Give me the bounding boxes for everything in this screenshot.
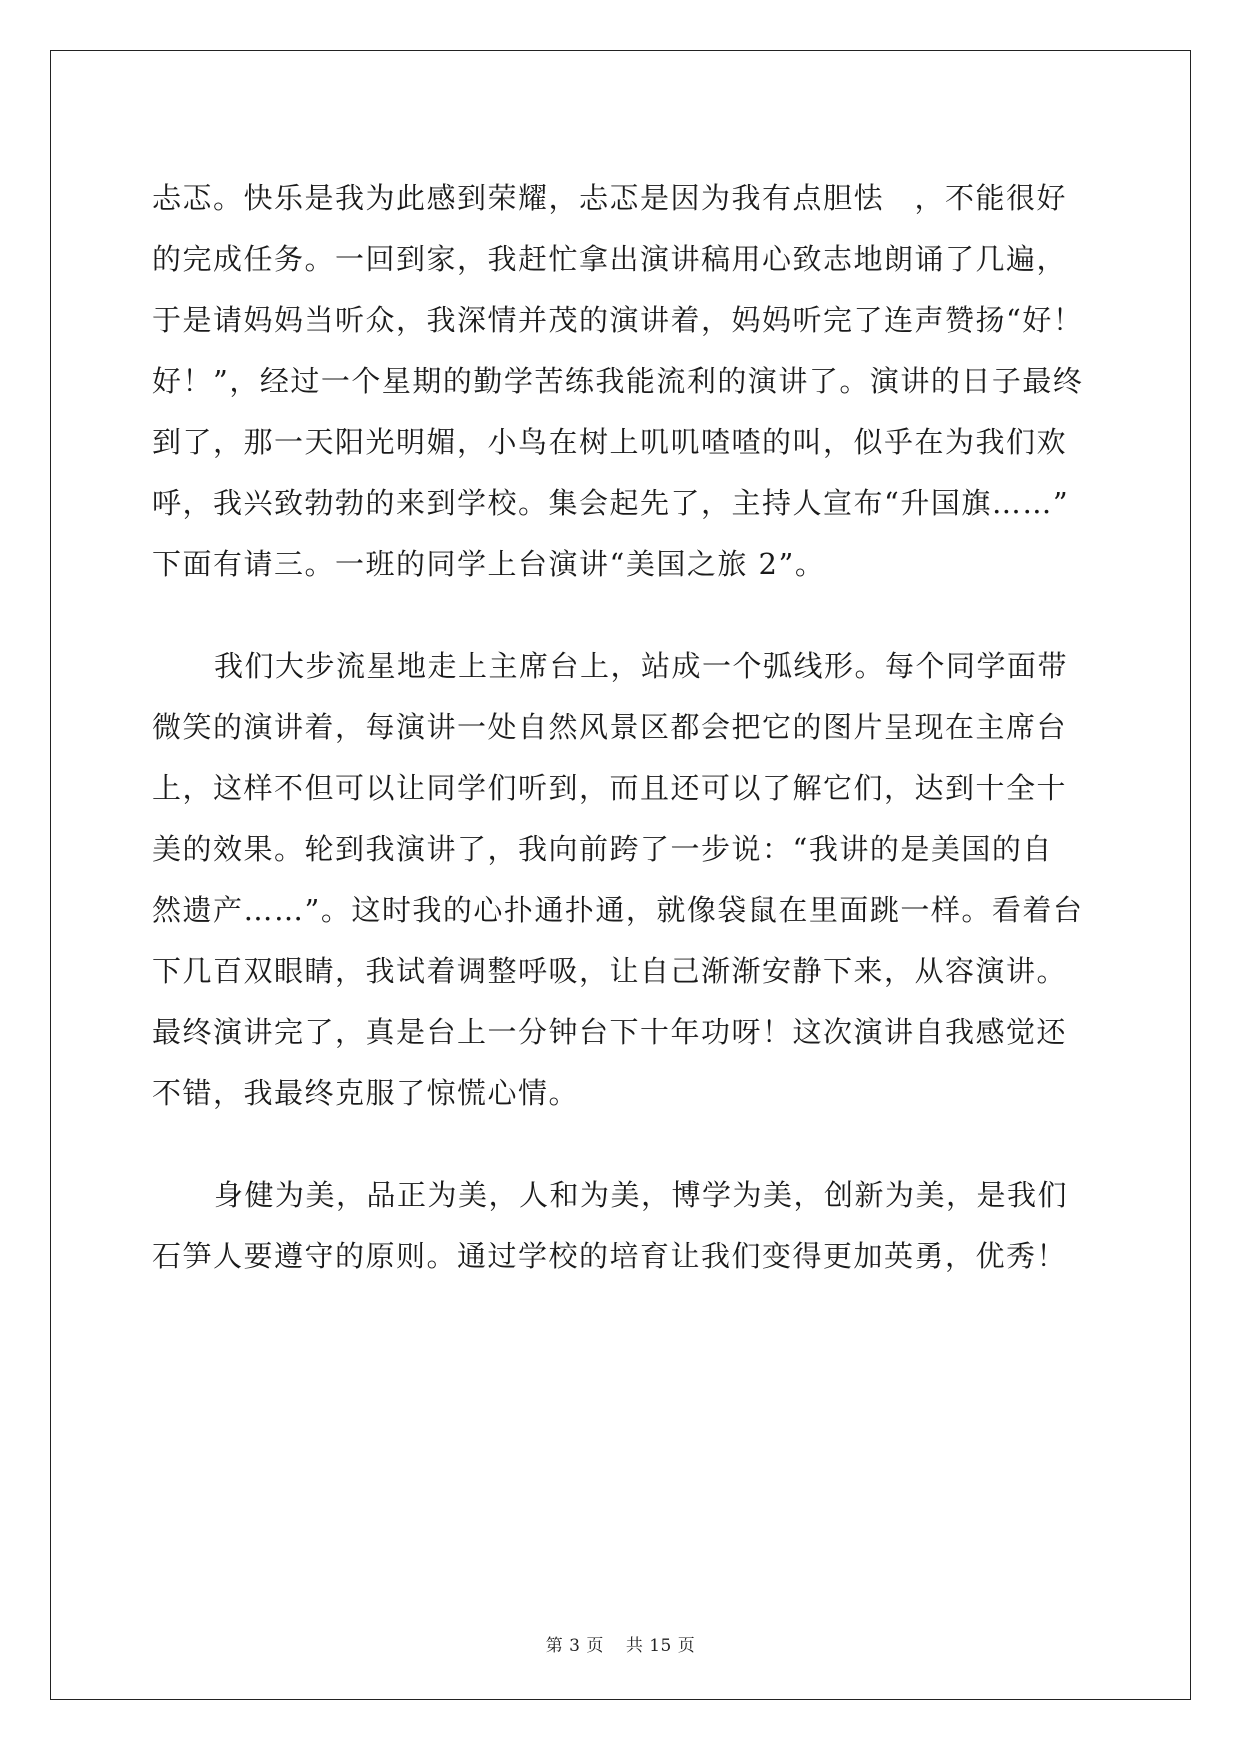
document-body [152, 168, 1102, 1287]
text-line: 微笑的演讲着，每演讲一处自然风景区都会把它的图片呈现在主席台 [152, 710, 1068, 744]
text-line: 美的效果。轮到我演讲了，我向前跨了一步说：“我讲的是美国的自 [152, 832, 1053, 866]
paragraph-spacer [152, 595, 1102, 636]
page-footer [0, 1631, 1241, 1656]
paragraph-spacer [152, 1124, 1102, 1165]
text-line: 于是请妈妈当听众，我深情并茂的演讲着，妈妈听完了连声赞扬“好！ [152, 303, 1084, 337]
text-line: 最终演讲完了，真是台上一分钟台下十年功呀！这次演讲自我感觉还 [152, 1015, 1068, 1049]
paragraph [152, 168, 1102, 595]
text-line: 忐忑。快乐是我为此感到荣耀，忐忑是因为我有点胆怯 ，不能很好 [152, 181, 1068, 215]
text-line: 上，这样不但可以让同学们听到，而且还可以了解它们，达到十全十 [152, 771, 1068, 805]
paragraph [152, 1165, 1102, 1287]
text-line: 呼，我兴致勃勃的来到学校。集会起先了，主持人宣布“升国旗……” [152, 486, 1070, 520]
text-line: 身健为美，品正为美，人和为美，博学为美，创新为美，是我们 [214, 1178, 1069, 1212]
text-line: 石笋人要遵守的原则。通过学校的培育让我们变得更加英勇，优秀！ [152, 1239, 1068, 1273]
text-line: 好！”，经过一个星期的勤学苦练我能流利的演讲了。演讲的日子最终 [152, 364, 1084, 398]
text-line: 下面有请三。一班的同学上台演讲“美国之旅 2”。 [152, 547, 826, 581]
paragraph [152, 636, 1102, 1124]
text-line: 然遗产……”。这时我的心扑通扑通，就像袋鼠在里面跳一样。看着台 [152, 893, 1084, 927]
text-line: 到了，那一天阳光明媚，小鸟在树上叽叽喳喳的叫，似乎在为我们欢 [152, 425, 1068, 459]
text-line: 下几百双眼睛，我试着调整呼吸，让自己渐渐安静下来，从容演讲。 [152, 954, 1068, 988]
text-line: 我们大步流星地走上主席台上，站成一个弧线形。每个同学面带 [214, 649, 1069, 683]
text-line: 的完成任务。一回到家，我赶忙拿出演讲稿用心致志地朗诵了几遍， [152, 242, 1068, 276]
text-line: 不错，我最终克服了惊慌心情。 [152, 1076, 580, 1110]
page-total: 共 15 页 [625, 1636, 696, 1656]
page-number: 第 3 页 [545, 1636, 604, 1656]
